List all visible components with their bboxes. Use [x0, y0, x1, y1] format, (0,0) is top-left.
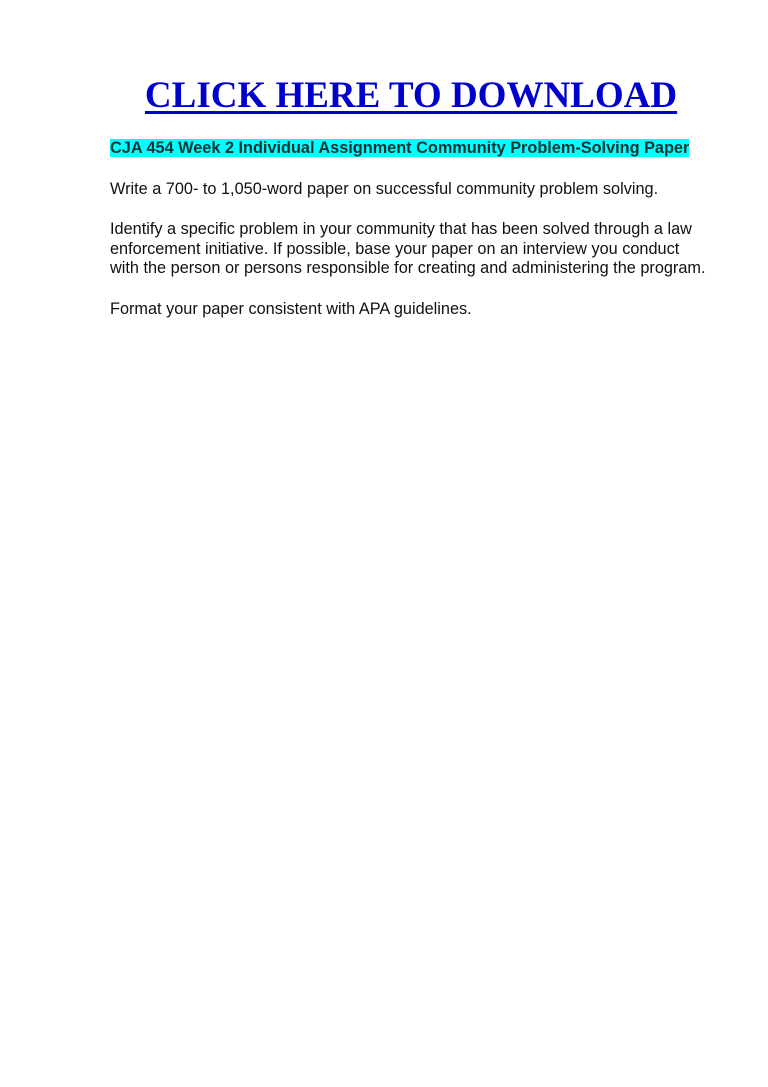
paragraph-word-count: Write a 700- to 1,050-word paper on successful community problem solving.: [110, 179, 659, 198]
paragraph-format: Format your paper consistent with APA guidelines.: [110, 299, 472, 318]
assignment-heading: [110, 139, 710, 159]
highlighted-heading-text: CJA 454 Week 2 Individual Assignment Community Problem-Solving Paper: [110, 139, 690, 157]
download-link[interactable]: CLICK HERE TO DOWNLOAD: [144, 75, 678, 116]
document-body: [110, 139, 710, 340]
paragraph-instructions: Identify a specific problem in your community that has been solved through a law enforcement initiative. If possible, base your paper on an interview you conduct with the person or persons responsible for creating and administering the program.: [110, 220, 706, 277]
